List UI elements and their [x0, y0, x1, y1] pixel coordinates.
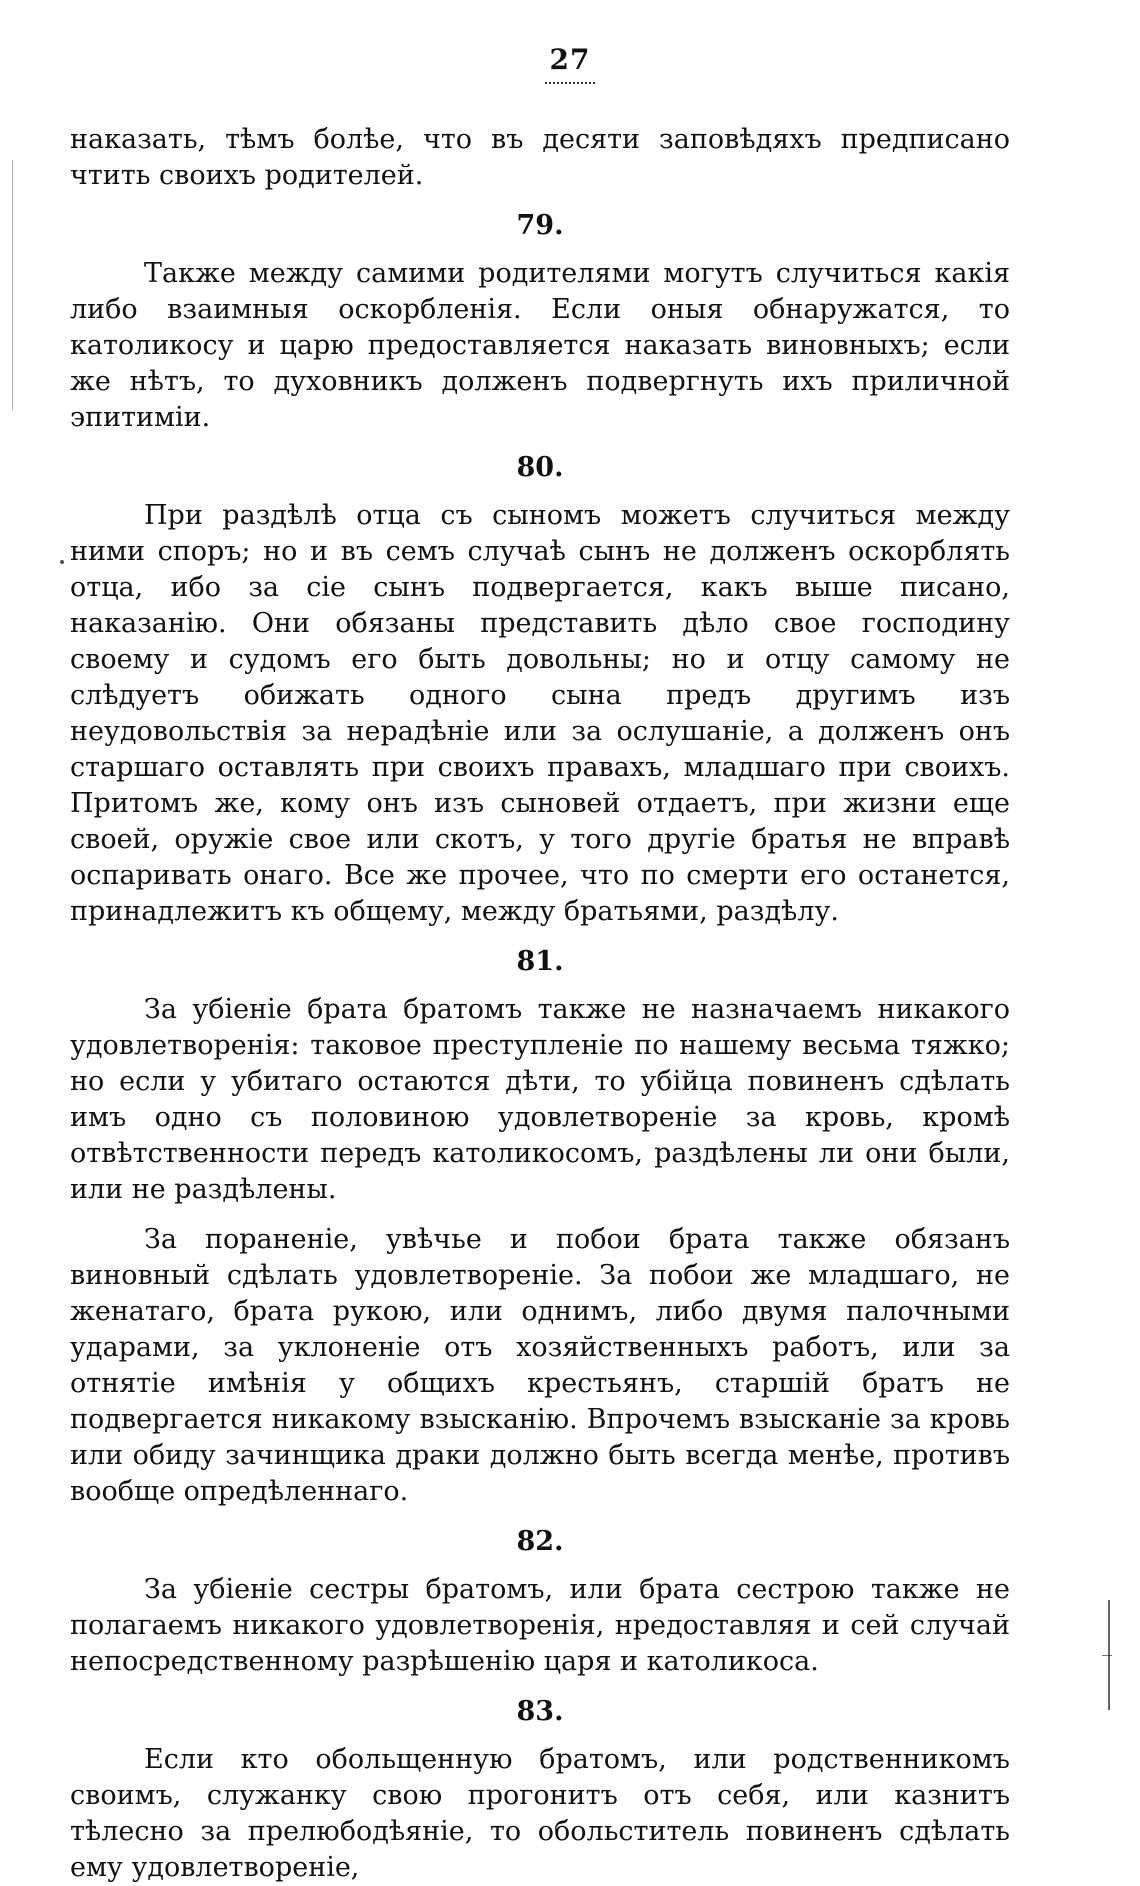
section-number: 80.: [516, 452, 564, 483]
section-paragraph: Также между самими родителями могутъ случиться какія либо взаимныя оскорбленія. Если оныя обнаружатся, то католикосу и царю предоставляется наказать виновныхъ; если же нѣтъ, то духовникъ долженъ подвергнуть ихъ приличной эпитиміи.: [70, 258, 1010, 433]
section-number: 82.: [516, 1526, 564, 1557]
section-paragraph: За убіеніе брата братомъ также не назначаемъ никакого удовлетворенія: таковое преступленіе по нашему весьма тяжко; но если у убитаго остаются дѣти, то убійца повиненъ сдѣлать имъ одно съ половиною удовлетвореніе за кровь, кромѣ отвѣтственности передъ католикосомъ, раздѣлены ли они были, или не раздѣлены.: [70, 994, 1010, 1205]
page-header: [0, 42, 1140, 84]
scan-margin-line: [1102, 1655, 1112, 1656]
continuation-paragraph: наказать, тѣмъ болѣе, что въ десяти заповѣдяхъ предписано чтить своихъ родителей.: [70, 124, 1010, 191]
section-number: 81.: [516, 946, 564, 977]
scan-margin-dot: [60, 560, 64, 564]
page-body: [70, 122, 1010, 1886]
section-number: 79.: [516, 210, 564, 241]
paragraph-gap: [70, 1208, 1010, 1222]
page-number: 27: [549, 43, 591, 76]
scan-margin-line: [12, 160, 13, 410]
section-paragraph: За убіеніе сестры братомъ, или брата сестрою также не полагаемъ никакого удовлетворенія, нредоставляя и сей случай непосредственному разрѣшенію царя и католикоса.: [70, 1574, 1010, 1677]
section-paragraph: За пораненіе, увѣчье и побои брата также обязанъ виновный сдѣлать удовлетвореніе. За побои же младшаго, не женатаго, брата рукою, или однимъ, либо двумя палочными ударами, за уклоненіе отъ хозяйственныхъ работъ, или за отнятіе имѣнія у общихъ крестьянъ, старшій братъ не подвергается никакому взысканію. Впрочемъ взысканіе за кровь или обиду зачинщика драки должно быть всегда менѣе, противъ вообще опредѣленнаго.: [70, 1224, 1010, 1507]
section-paragraph: Если кто обольщенную братомъ, или родственникомъ своимъ, служанку свою прогонитъ отъ себя, или казнитъ тѣлесно за прелюбодѣяніе, то обольститель повиненъ сдѣлать ему удовлетвореніе,: [70, 1744, 1010, 1883]
section-number: 83.: [516, 1696, 564, 1727]
section-paragraph: При раздѣлѣ отца съ сыномъ можетъ случиться между ними споръ; но и въ семъ случаѣ сынъ не долженъ оскорблять отца, ибо за сіе сынъ подвергается, какъ выше писано, наказанію. Они обязаны представить дѣло свое господину своему и судомъ его быть довольны; но и отцу самому не слѣдуетъ обижать одного сына предъ другимъ изъ неудовольствія за нерадѣніе или за ослушаніе, а долженъ онъ старшаго оставлять при своихъ правахъ, младшаго при своихъ. Притомъ же, кому онъ изъ сыновей отдаетъ, при жизни еще своей, оружіе свое или скотъ, у того другіе братья не вправѣ оспаривать онаго. Все же прочее, что по смерти его останется, принадлежитъ къ общему, между братьями, раздѣлу.: [70, 500, 1010, 927]
